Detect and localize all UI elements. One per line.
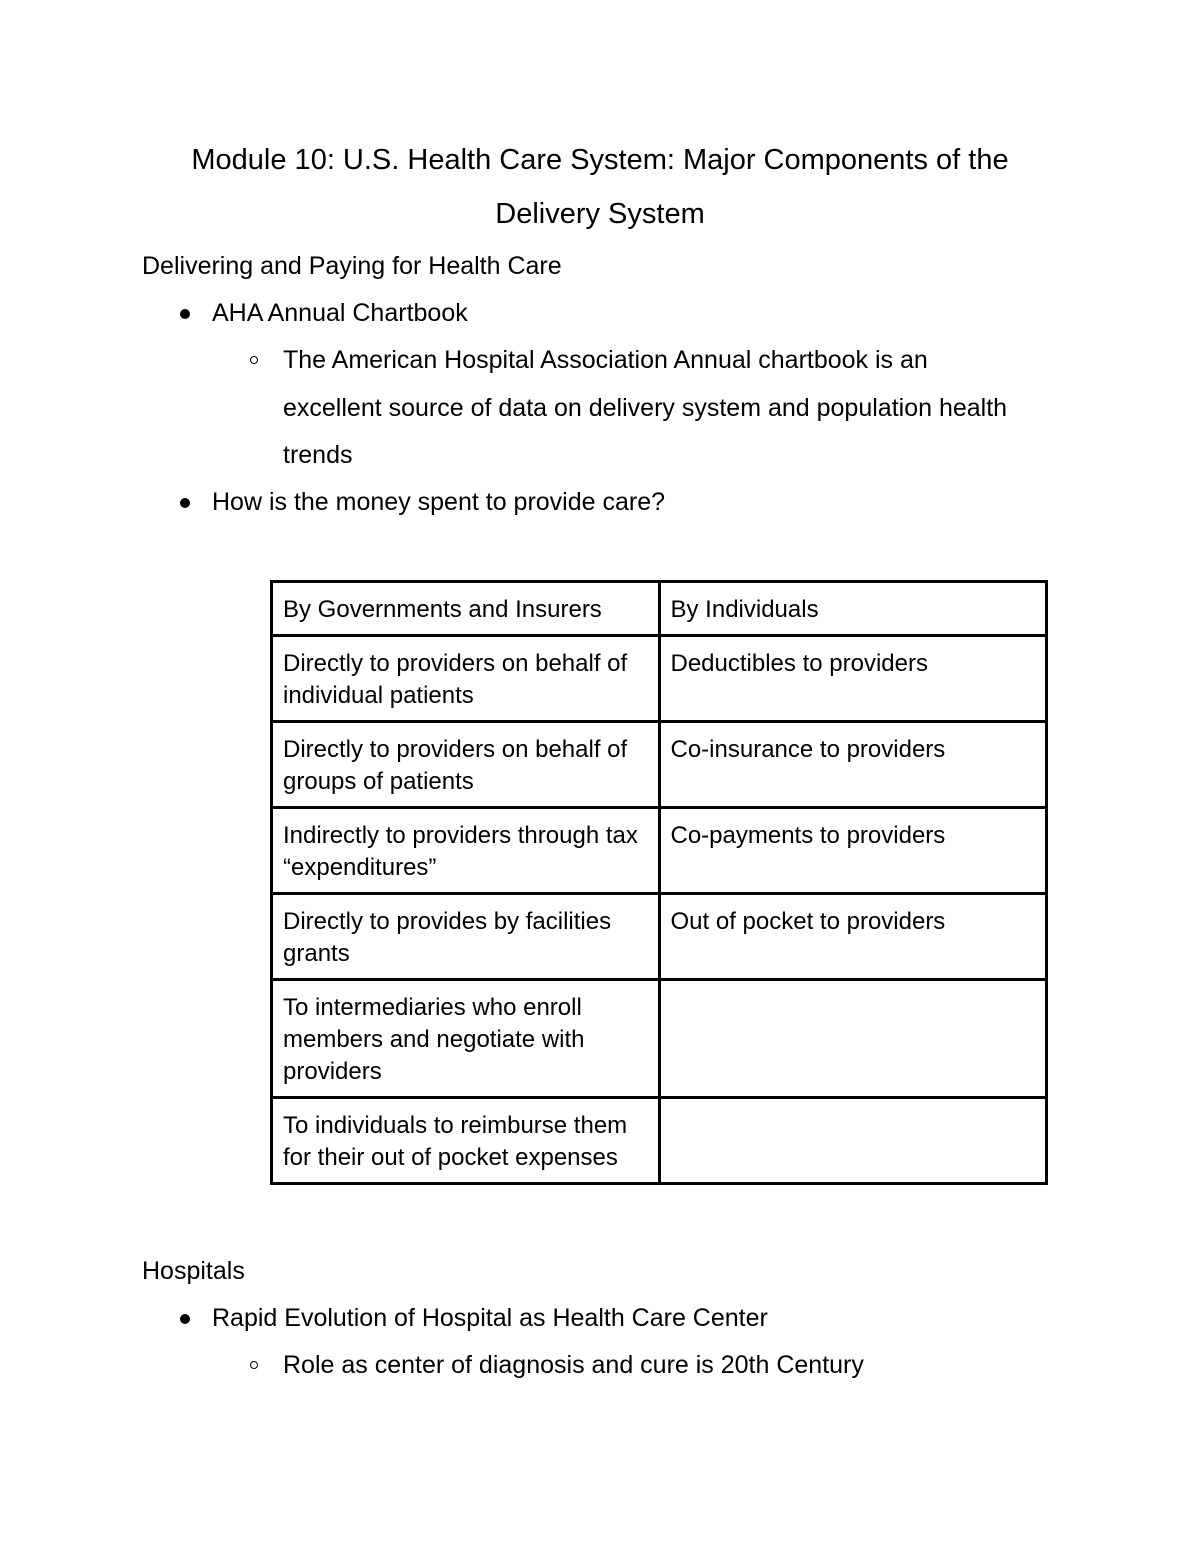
bullet-text: How is the money spent to provide care? <box>212 488 666 516</box>
bullet-dot-icon <box>180 498 190 508</box>
bullet-aha-chartbook <box>180 298 468 327</box>
table-cell: Directly to providers on behalf of groups of patients <box>272 722 660 808</box>
sub-bullet-text: Role as center of diagnosis and cure is 20th Century <box>283 1351 864 1379</box>
table-cell <box>659 1098 1047 1184</box>
table-cell: Co-insurance to providers <box>659 722 1047 808</box>
table-cell: Directly to providers on behalf of individual patients <box>272 636 660 722</box>
table-row <box>272 894 1047 980</box>
title-line-1: Module 10: U.S. Health Care System: Major Components of the <box>191 144 1009 176</box>
section-heading-delivering: Delivering and Paying for Health Care <box>142 252 562 280</box>
bullet-money-spent <box>180 487 666 516</box>
page-title <box>150 133 1050 241</box>
sub-bullet-text: The American Hospital Association Annual chartbook is an excellent source of data on delivery system and population health trends <box>283 346 1008 469</box>
table-header-cell: By Individuals <box>659 582 1047 636</box>
table-cell: Co-payments to providers <box>659 808 1047 894</box>
table-cell: To individuals to reimburse them for their out of pocket expenses <box>272 1098 660 1184</box>
section-heading-hospitals: Hospitals <box>142 1257 245 1285</box>
table-header-row <box>272 582 1047 636</box>
hollow-circle-icon <box>250 356 258 364</box>
bullet-dot-icon <box>180 309 190 319</box>
bullet-text: Rapid Evolution of Hospital as Health Care Center <box>212 1304 768 1332</box>
title-line-2: Delivery System <box>495 198 705 230</box>
table-row <box>272 636 1047 722</box>
payment-table <box>270 580 1048 1185</box>
table-cell: Directly to provides by facilities grants <box>272 894 660 980</box>
table-header-cell: By Governments and Insurers <box>272 582 660 636</box>
table-cell: Deductibles to providers <box>659 636 1047 722</box>
table-cell: Out of pocket to providers <box>659 894 1047 980</box>
table-row <box>272 808 1047 894</box>
table-cell: Indirectly to providers through tax “expenditures” <box>272 808 660 894</box>
table-row <box>272 980 1047 1098</box>
table-cell: To intermediaries who enroll members and negotiate with providers <box>272 980 660 1098</box>
hollow-circle-icon <box>250 1361 258 1369</box>
bullet-rapid-evolution <box>180 1303 768 1332</box>
table-row <box>272 722 1047 808</box>
table-row <box>272 1098 1047 1184</box>
bullet-dot-icon <box>180 1314 190 1324</box>
bullet-text: AHA Annual Chartbook <box>212 299 468 327</box>
table-cell <box>659 980 1047 1098</box>
